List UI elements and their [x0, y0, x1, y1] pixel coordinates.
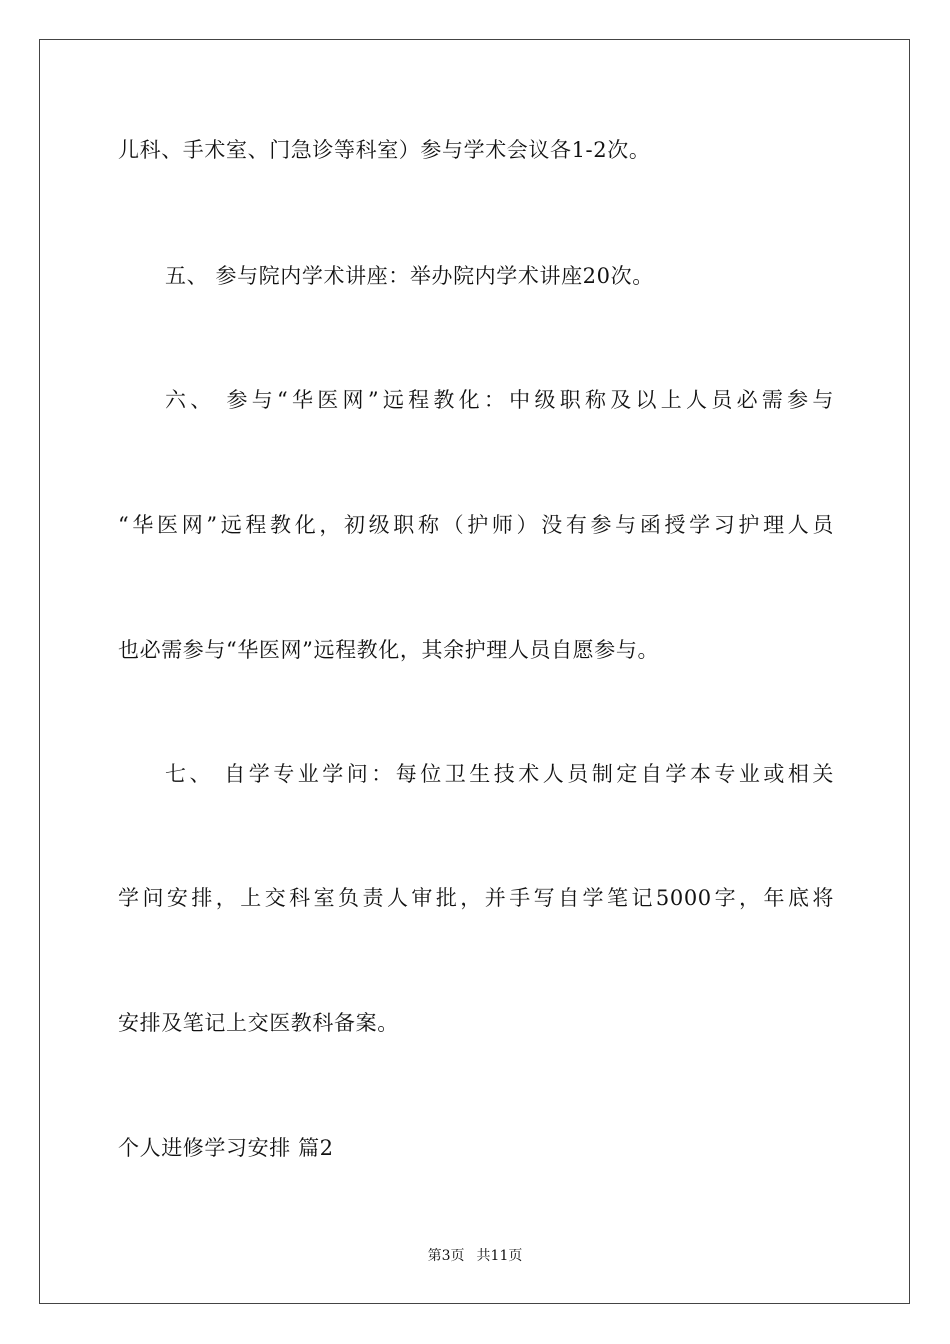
page-total: 共11页 — [476, 1248, 523, 1264]
section-seven-line-1: 七、 自学专业学问：每位卫生技术人员制定自学本专业或相关 — [165, 762, 834, 786]
page-border — [39, 39, 910, 1304]
section-six-line-3: 也必需参与“华医网”远程教化，其余护理人员自愿参与。 — [118, 638, 660, 662]
page-footer — [0, 1246, 950, 1266]
section-heading: 个人进修学习安排 篇2 — [118, 1136, 334, 1160]
section-six-line-2: “华医网”远程教化，初级职称（护师）没有参与函授学习护理人员 — [118, 513, 834, 537]
body-line-1: 儿科、手术室、门急诊等科室）参与学术会议各1-2次。 — [118, 138, 651, 162]
page-number: 第3页 — [427, 1248, 465, 1264]
section-six-line-1: 六、 参与“华医网”远程教化：中级职称及以上人员必需参与 — [165, 388, 834, 412]
section-seven-line-2: 学问安排，上交科室负责人审批，并手写自学笔记5000字，年底将 — [118, 886, 834, 910]
section-five-line: 五、 参与院内学术讲座：举办院内学术讲座20次。 — [165, 264, 654, 288]
section-seven-line-3: 安排及笔记上交医教科备案。 — [118, 1011, 399, 1035]
